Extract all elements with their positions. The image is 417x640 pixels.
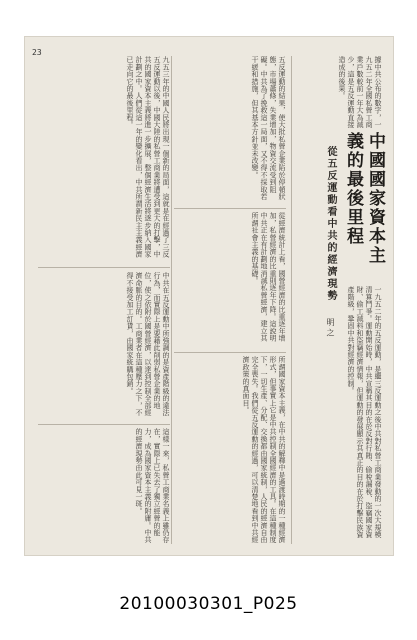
row-divider [174,352,286,353]
column-divider [291,56,292,544]
article-subtitle: 從五反運動看中共的經濟現勢 [325,146,336,302]
text-column-middle-top: 五反運動的結果，使大批私營企業陷於停頓狀態，市場蕭條，失業增加，物資交流受到阻礙。中共為了挽救這一局面，又不得不採取若干緩和措施，但其基本方針並未改變。 [251,56,286,200]
row-divider [174,208,286,209]
document-page [24,36,394,556]
text-column-left-top: 九五三年的中國人民將出現一個新的局面，這就是在經過了三反五反運動以後，中國大陸的私營工商業將遭受到更大的打擊，中共的國家資本主義將進一步擴展，整個經濟生活將逐步納入國家計劃之中。人們從這一年的變化看出，中共所謂新民主主義經濟已走向它的最後里程。 [126,56,170,258]
text-column-right: 一九五二年的五反運動，是繼三反運動之後中共對私營工商業發動的一次大規模清算鬥爭。運動開始時，中共宣稱其目的在於反對行賄、偷稅漏稅、盜竊國家資財、偷工減料和盜竊經濟情報，但運動的發展顯示其真正的目的在於打擊民族資產階級，鞏固中共對經濟的控制。 [347,286,382,538]
page-number: 23 [32,48,42,57]
column-divider [171,56,172,544]
text-column-middle-bottom: 所謂國家資本主義，在中共的解釋中是過渡時期的一種經濟形式，但事實上它是中共控制全國經濟的工具。在這種制度下，一切生產、分配、交換都由國家統制，人民的經濟自由完全喪失。我們從五反運動的經過，可以清楚地看到中共經濟政策的真面目。 [242,356,286,544]
article-title: 中國國家資本主義的最後里程 [343,132,385,265]
row-divider [38,267,170,268]
article-author: 明 之 [326,318,335,337]
image-caption: 20100030301_P025 [119,594,298,614]
row-divider [38,424,170,425]
text-column-left-center: 中共在五反運動中所強調的是資產階級的違法行為，而實際上是要藉此削弱私營企業的地位，使之依附於國營經濟，以達到控制全部經濟命脈的目的。工商業者在這種壓力之下，不得不接受加工訂貨，由國家統購包銷。 [126,272,170,416]
text-column-left-bottom: 這樣一來，私營工商業名義上雖仍存在，實際上已失去了獨立經營的能力，成為國家資本主義的附庸。中共的經濟現勢由此可見一斑。 [135,428,170,544]
text-column-middle-center: 從經濟統計上看，國營經濟的比重逐年增加，私營經濟的比重則逐年下降。這說明中共正在有計劃地消滅私營經濟，建立其所謂社會主義的基礎。 [251,212,286,342]
article-title-block [342,132,386,282]
text-column-top-right: 據中共公布的數字，一九五二年全國私營工商業戶數較前一年大為減少，這是五反運動直接造成的後果。 [338,56,382,128]
